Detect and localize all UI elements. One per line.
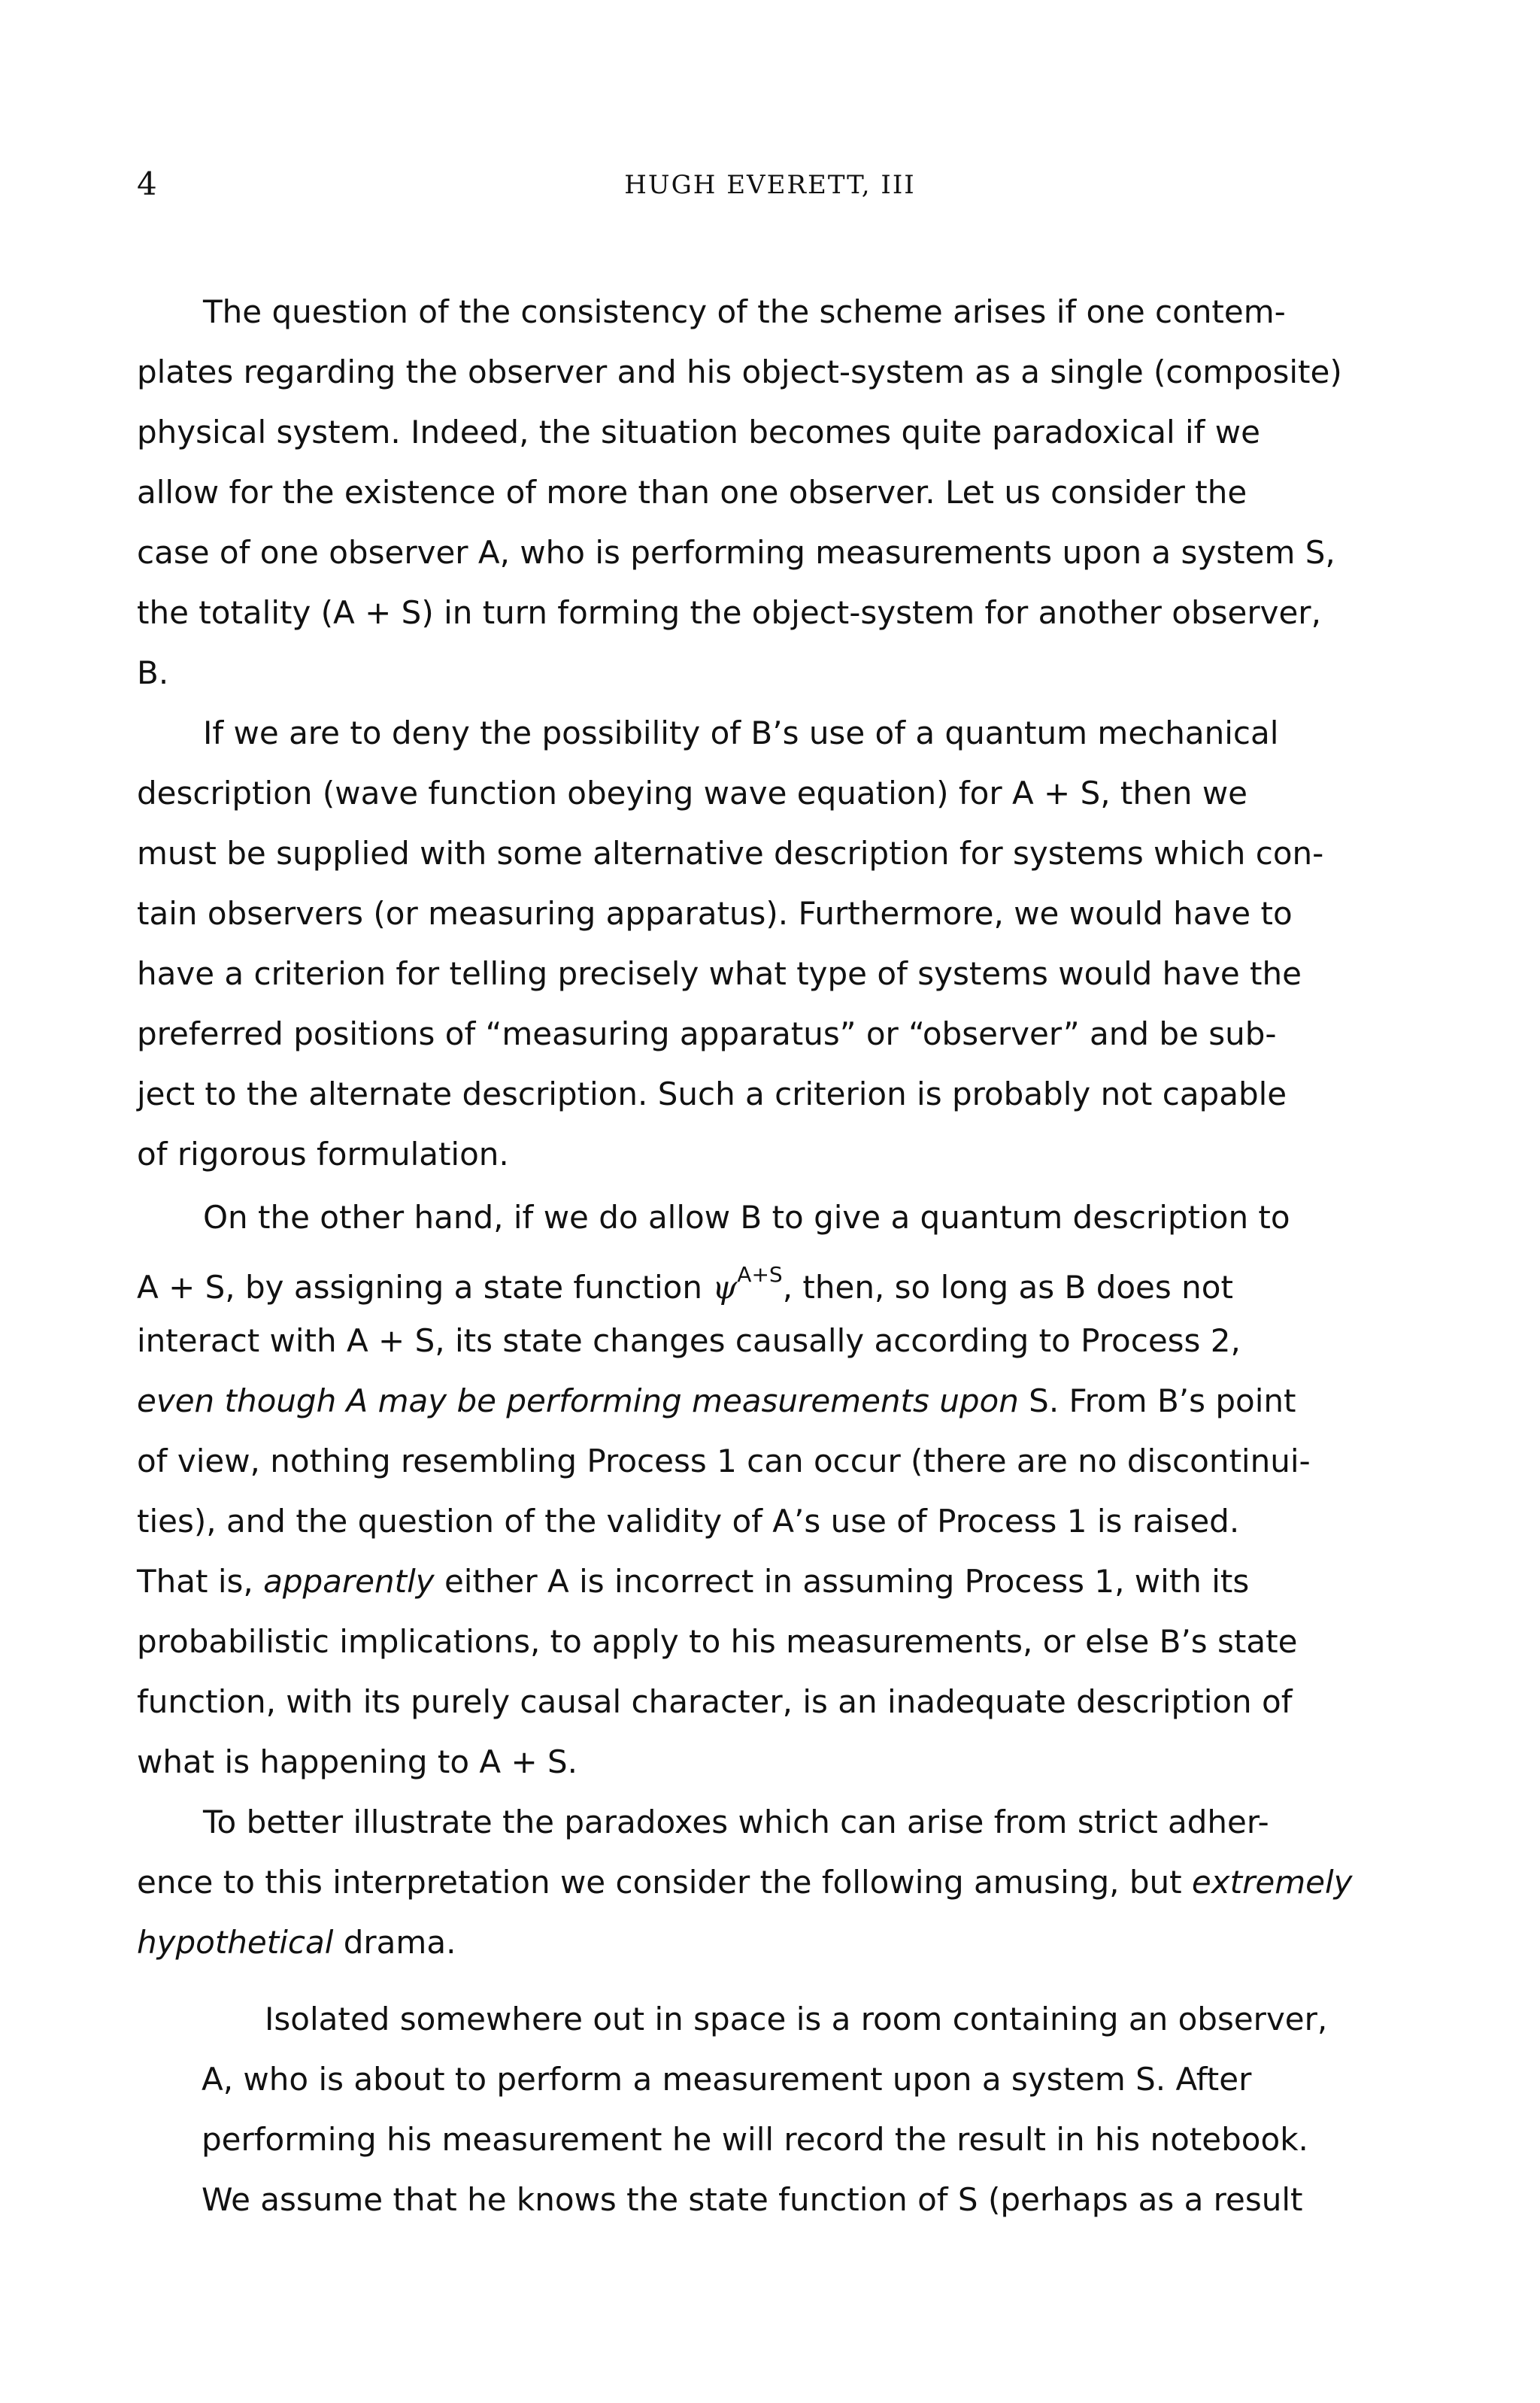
text-line: function, with its purely causal character, is an inadequate description of (137, 1683, 1293, 1720)
text-line (137, 1924, 456, 1961)
text-line: On the other hand, if we do allow B to give a quantum description to (203, 1199, 1290, 1236)
text-line: A, who is about to perform a measurement upon a system S. After (202, 2061, 1252, 2098)
text-line: physical system. Indeed, the situation becomes quite paradoxical if we (137, 414, 1260, 451)
text-span: That is, (137, 1563, 264, 1600)
text-line: performing his measurement he will record the result in his notebook. (202, 2121, 1308, 2158)
text-line (137, 1563, 1249, 1600)
psi-symbol: ψ (712, 1269, 738, 1306)
superscript: A+S (737, 1262, 783, 1287)
text-line (137, 1262, 1233, 1306)
italic-span: extremely (1191, 1864, 1353, 1901)
text-line: what is happening to A + S. (137, 1743, 578, 1780)
text-line: must be supplied with some alternative description for systems which con- (137, 835, 1324, 872)
text-line: have a criterion for telling precisely what type of systems would have the (137, 955, 1302, 992)
text-line: of view, nothing resembling Process 1 can occur (there are no discontinui- (137, 1443, 1311, 1479)
text-span: either A is incorrect in assuming Process 1, with its (434, 1563, 1250, 1600)
text-line (137, 1382, 1296, 1419)
text-span: , then, so long as B does not (782, 1269, 1233, 1306)
italic-span: even though A may be performing measurements upon (137, 1382, 1019, 1419)
text-line: of rigorous formulation. (137, 1136, 509, 1173)
text-line: B. (137, 654, 169, 691)
text-line: preferred positions of “measuring apparatus” or “observer” and be sub- (137, 1015, 1277, 1052)
text-line: allow for the existence of more than one observer. Let us consider the (137, 474, 1247, 511)
text-line: Isolated somewhere out in space is a room containing an observer, (265, 2001, 1328, 2037)
text-span: drama. (333, 1924, 456, 1961)
italic-span: hypothetical (137, 1924, 334, 1961)
text-span: ence to this interpretation we consider the following amusing, but (137, 1864, 1192, 1901)
text-line: probabilistic implications, to apply to his measurements, or else B’s state (137, 1623, 1298, 1660)
text-line: case of one observer A, who is performing measurements upon a system S, (137, 534, 1335, 571)
text-line: the totality (A + S) in turn forming the object-system for another observer, (137, 594, 1321, 631)
page-number: 4 (137, 165, 157, 202)
text-line: plates regarding the observer and his object-system as a single (composite) (137, 353, 1342, 390)
text-line: ject to the alternate description. Such a criterion is probably not capable (137, 1076, 1287, 1112)
italic-span: apparently (263, 1563, 435, 1600)
text-line: tain observers (or measuring apparatus). Furthermore, we would have to (137, 895, 1293, 932)
text-line: If we are to deny the possibility of B’s use of a quantum mechanical (203, 715, 1279, 751)
text-line (137, 1864, 1352, 1901)
running-head: HUGH EVERETT, III (624, 170, 916, 200)
text-span: S. From B’s point (1018, 1382, 1296, 1419)
text-line: description (wave function obeying wave equation) for A + S, then we (137, 775, 1248, 812)
text-line: ties), and the question of the validity of A’s use of Process 1 is raised. (137, 1503, 1240, 1540)
text-span: A + S, by assigning a state function (137, 1269, 713, 1306)
text-line: The question of the consistency of the scheme arises if one contem- (203, 293, 1286, 330)
text-line: To better illustrate the paradoxes which can arise from strict adher- (203, 1804, 1269, 1840)
text-line: interact with A + S, its state changes causally according to Process 2, (137, 1322, 1241, 1359)
text-line: We assume that he knows the state function of S (perhaps as a result (202, 2181, 1303, 2218)
